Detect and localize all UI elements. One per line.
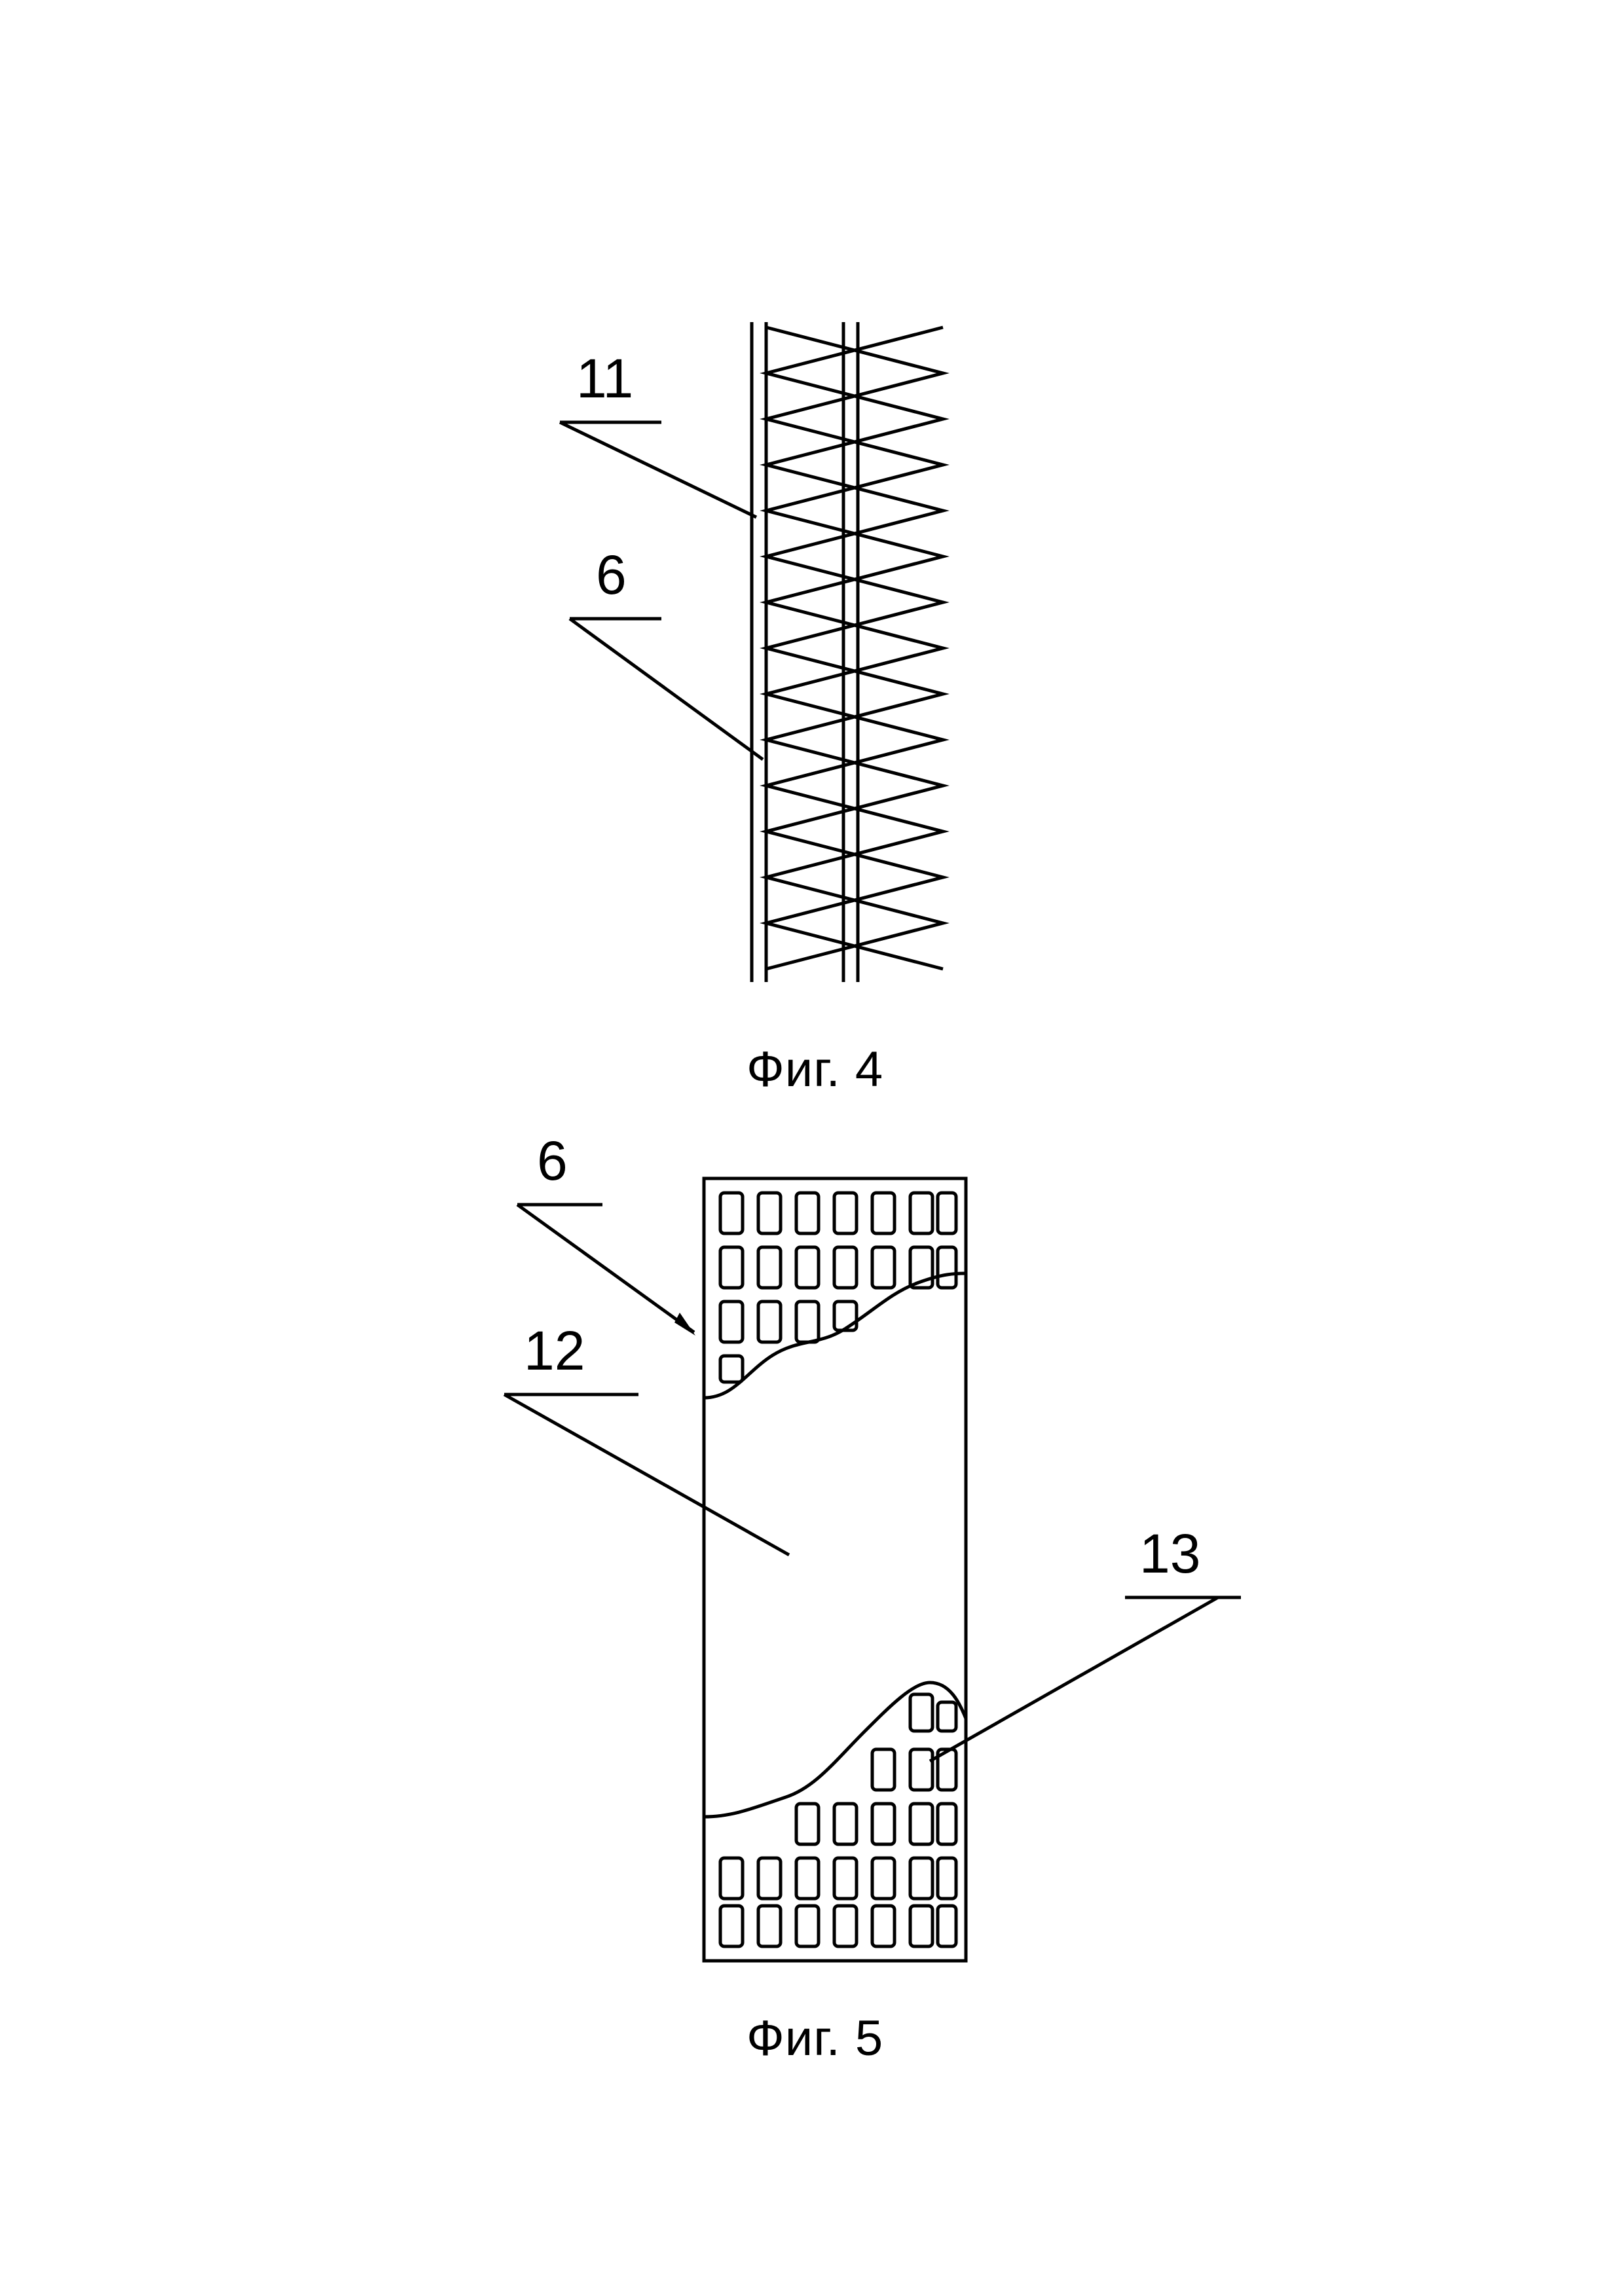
fig5-leader-13 (930, 1597, 1218, 1761)
fig4-core-zigzag-a (766, 327, 943, 969)
fig4-core-zigzag-b (766, 327, 943, 969)
fig5-caption: Фиг. 5 (747, 2011, 884, 2066)
fig5-break-line-bottom (704, 1683, 966, 1817)
fig4-caption: Фиг. 4 (747, 1042, 884, 1097)
fig5-perforation-cells-bottom (720, 1694, 956, 1946)
fig5-ref-label-13: 13 (1139, 1523, 1201, 1584)
fig5-arrowhead-6 (674, 1313, 695, 1336)
fig4-leader-6 (570, 619, 763, 759)
fig4-leader-11 (560, 422, 756, 517)
fig4-ref-label-11: 11 (576, 348, 634, 409)
figure-5-group (504, 1178, 1241, 1961)
fig5-leader-12 (504, 1394, 789, 1555)
fig5-panel-outline (704, 1178, 966, 1961)
figure-4-group (560, 322, 943, 982)
fig5-ref-label-6: 6 (537, 1130, 568, 1192)
fig5-break-line-top (704, 1273, 966, 1398)
fig4-ref-label-6: 6 (596, 544, 627, 606)
fig5-leader-6 (517, 1205, 694, 1332)
fig5-ref-label-12: 12 (524, 1320, 585, 1381)
fig5-perforation-cells-top (720, 1193, 956, 1382)
